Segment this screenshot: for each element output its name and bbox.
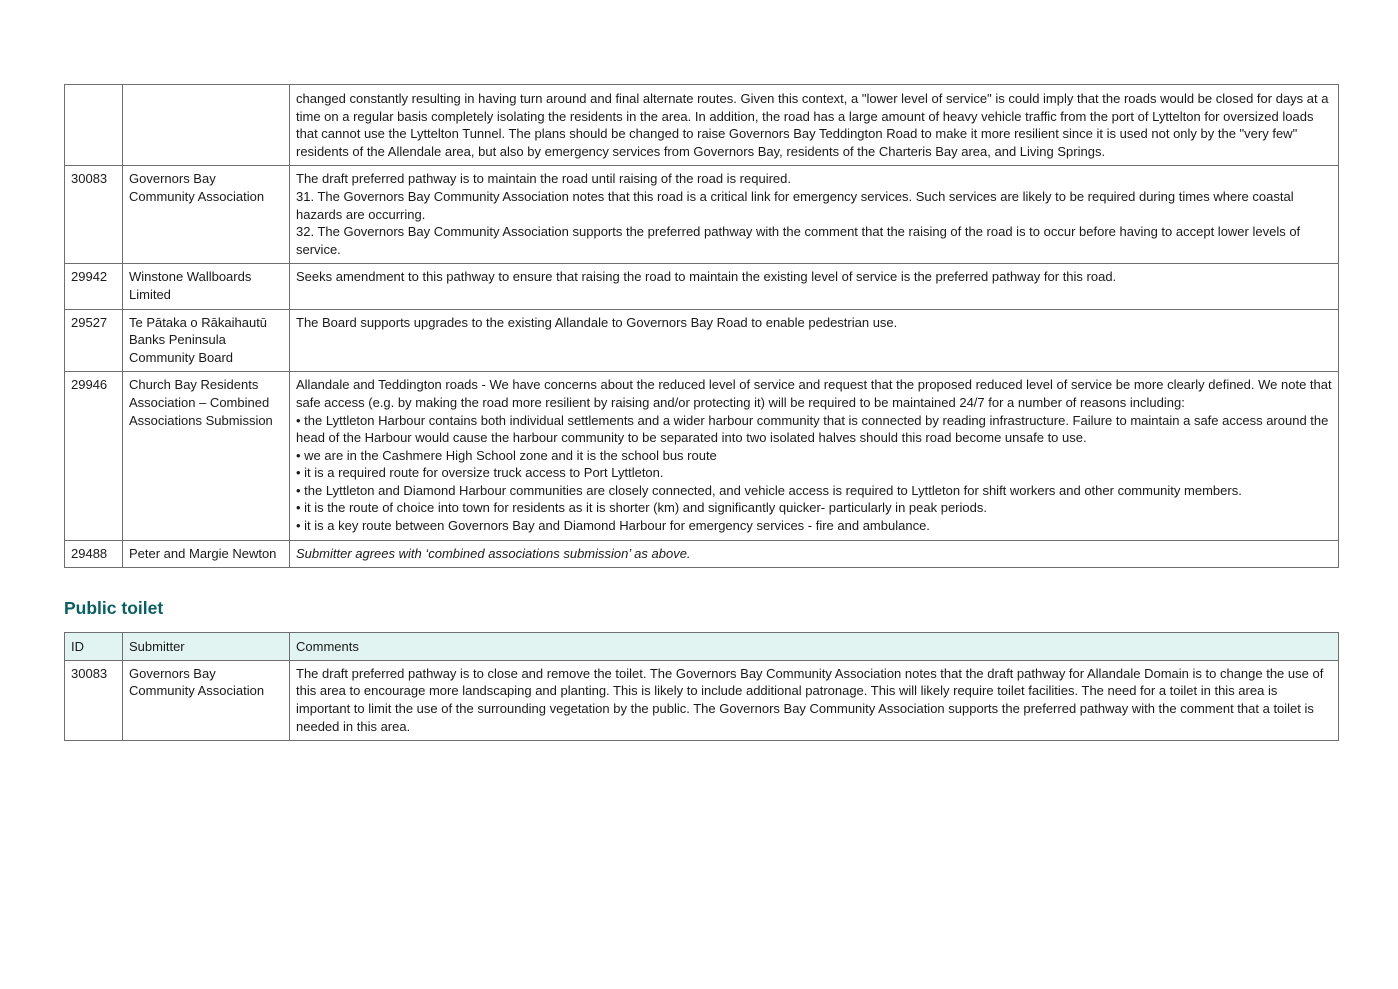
section-heading-public-toilet: Public toilet [64,598,164,619]
document-page [64,84,1338,741]
table-row [65,264,1339,309]
table-row [65,85,1339,166]
submitter-cell [123,85,290,166]
id-cell: 29942 [65,264,123,309]
comment-paragraph: Submitter agrees with ‘combined associations submission’ as above. [296,545,691,561]
comment-bullet: • it is a required route for oversize truck access to Port Lyttleton. [296,465,664,481]
id-cell: 30083 [65,166,123,264]
comment-paragraph: 32. The Governors Bay Community Association supports the preferred pathway with the comment that the raising of the road is to occur before having to accept lower levels of service. [296,224,1301,257]
id-cell: 29527 [65,309,123,372]
table-header-row [65,633,1339,661]
id-cell: 29488 [65,540,123,568]
submitter-cell: Winstone Wallboards Limited [123,264,290,309]
table-row [65,540,1339,568]
comments-cell [290,166,1339,264]
submitter-cell: Governors Bay Community Association [123,660,290,740]
comment-paragraph: The draft preferred pathway is to close and remove the toilet. The Governors Bay Community Association notes that the draft pathway for Allandale Domain is to change the use of this area to encourage more landscaping and planting. This is likely to include additional patronage. This will likely require toilet facilities. The need for a toilet in this area is important to limit the use of the surrounding vegetation by the public. The Governors Bay Community Association supports the preferred pathway with the comment that a toilet is needed in this area. [296,665,1324,734]
submitter-cell: Te Pātaka o Rākaihautū Banks Peninsula Community Board [123,309,290,372]
submitter-cell: Peter and Margie Newton [123,540,290,568]
comments-cell [290,264,1339,309]
submitter-cell: Church Bay Residents Association – Combined Associations Submission [123,372,290,540]
comment-paragraph: The draft preferred pathway is to maintain the road until raising of the road is required. [296,171,791,187]
column-header-submitter: Submitter [123,633,290,661]
comment-paragraph: Seeks amendment to this pathway to ensure that raising the road to maintain the existing level of service is the preferred pathway for this road. [296,269,1117,285]
comments-cell [290,85,1339,166]
comment-bullet: • it is a key route between Governors Bay and Diamond Harbour for emergency services - fire and ambulance. [296,518,930,534]
comments-cell [290,660,1339,740]
comment-paragraph: The Board supports upgrades to the existing Allandale to Governors Bay Road to enable pedestrian use. [296,314,898,330]
comments-cell [290,540,1339,568]
table-row [65,166,1339,264]
comments-cell [290,309,1339,372]
id-cell [65,85,123,166]
comment-bullet: • the Lyttleton Harbour contains both individual settlements and a wider harbour community that is connected by reading infrastructure. Failure to maintain a safe access around the head of the Harbour would cause the harbour community to be separated into two isolated halves should this road become unsafe to use. [296,412,1329,446]
comments-cell [290,372,1339,540]
table-row [65,660,1339,740]
comment-bullet: • it is the route of choice into town for residents as it is shorter (km) and significantly quicker- particularly in peak periods. [296,500,987,516]
table-row [65,372,1339,540]
comment-paragraph: changed constantly resulting in having turn around and final alternate routes. Given this context, a "lower level of service" is could imply that the roads would be closed for days at a time on a regular basis completely isolating the residents in the area. In addition, the road has a large amount of heavy vehicle traffic from the port of Lyttelton for oversized loads that cannot use the Lyttelton Tunnel. The plans should be changed to raise Governors Bay Teddington Road to make it more resilient since it is used not only by the "very few" residents of the Allendale area, but also by emergency services from Governors Bay, residents of the Charteris Bay area, and Living Springs. [296,91,1329,159]
column-header-comments: Comments [290,633,1339,661]
column-header-id: ID [65,633,123,661]
public-toilet-table [64,632,1339,741]
comment-paragraph: 31. The Governors Bay Community Association notes that this road is a critical link for emergency services. Such services are likely to be required during times where coastal hazards are occurring. [296,188,1294,222]
comment-paragraph: Allandale and Teddington roads - We have concerns about the reduced level of service and request that the proposed reduced level of service be more clearly defined. We note that safe access (e.g. by making the road more resilient by raising and/or protecting it) will be required to be maintained 24/7 for a number of reasons including: [296,377,1332,410]
comment-bullet: • we are in the Cashmere High School zone and it is the school bus route [296,447,717,463]
id-cell: 29946 [65,372,123,540]
submissions-table-continued [64,84,1339,568]
table-row [65,309,1339,372]
submitter-cell: Governors Bay Community Association [123,166,290,264]
id-cell: 30083 [65,660,123,740]
comment-bullet: • the Lyttleton and Diamond Harbour communities are closely connected, and vehicle access is required to Lyttleton for shift workers and other community members. [296,482,1242,498]
